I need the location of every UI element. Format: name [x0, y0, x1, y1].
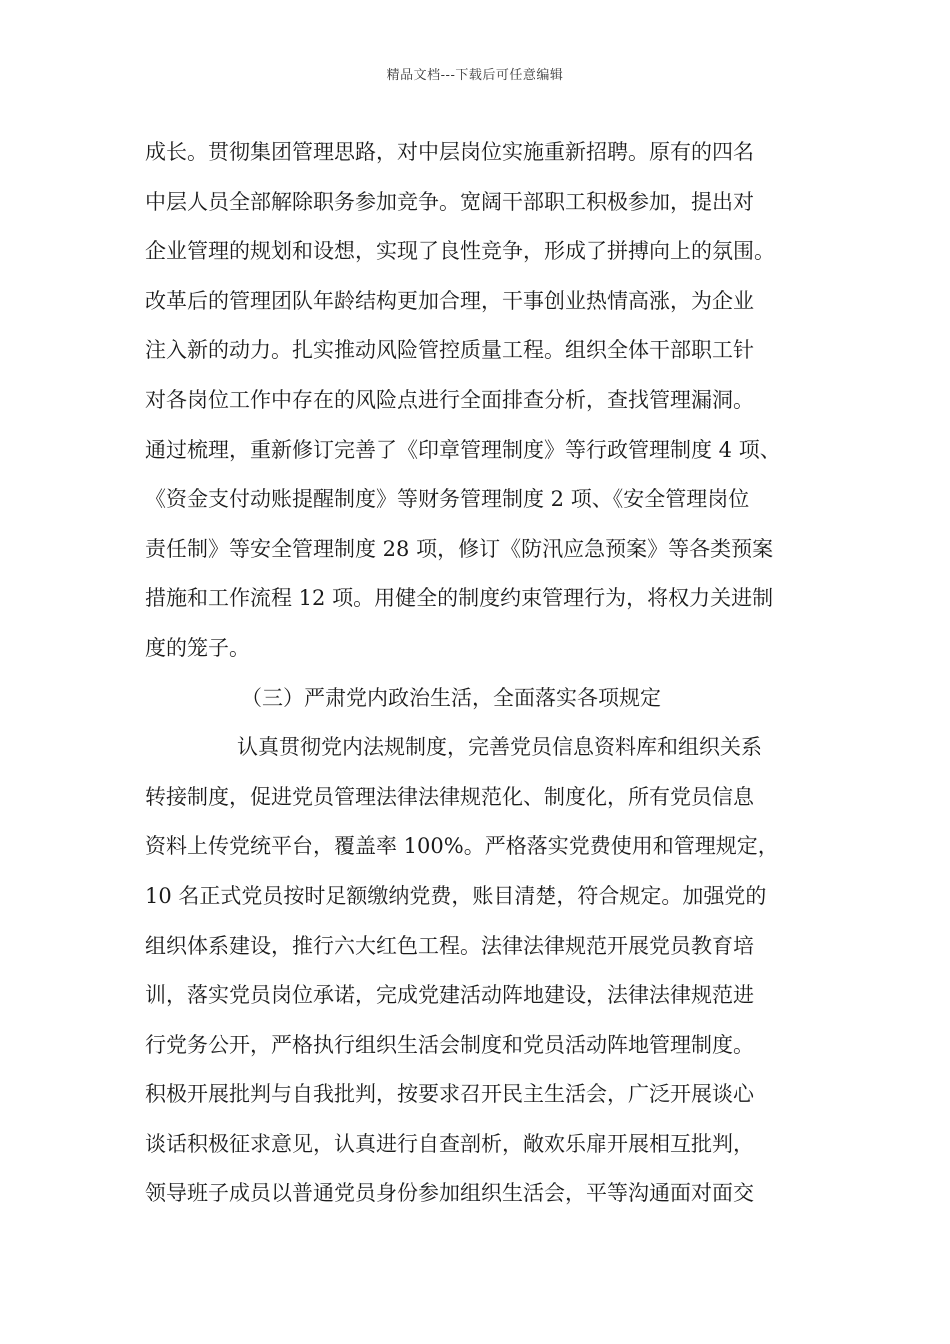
page-header: 精品文档---下载后可任意编辑 — [386, 68, 564, 83]
text-line: 成长。贯彻集团管理思路，对中层岗位实施重新招聘。原有的四名 — [145, 140, 754, 164]
text-line: 转接制度，促进党员管理法律法律规范化、制度化，所有党员信息 — [145, 784, 754, 809]
paragraph — [145, 729, 825, 1225]
text-line: 10 名正式党员按时足额缴纳党费，账目清楚，符合规定。加强党的 — [145, 883, 767, 908]
document-body — [145, 134, 825, 1225]
text-line: 责任制》等安全管理制度 28 项，修订《防汛应急预案》等各类预案 — [145, 536, 774, 561]
text-line: 行党务公开，严格执行组织生活会制度和党员活动阵地管理制度。 — [145, 1032, 754, 1057]
text-line: 领导班子成员以普通党员身份参加组织生活会，平等沟通面对面交 — [145, 1181, 754, 1206]
section-heading: （三）严肃党内政治生活，全面落实各项规定 — [241, 685, 661, 710]
text-line: 改革后的管理团队年龄结构更加合理，干事创业热情高涨，为企业 — [145, 288, 754, 313]
text-line: 通过梳理，重新修订完善了《印章管理制度》等行政管理制度 4 项、 — [145, 437, 781, 462]
text-line: 资料上传党统平台，覆盖率 100%。严格落实党费使用和管理规定， — [145, 834, 779, 859]
text-line: 组织体系建设，推行六大红色工程。法律法律规范开展党员教育培 — [145, 933, 754, 958]
text-line: 度的笼子。 — [145, 635, 250, 660]
text-line: 企业管理的规划和设想，实现了良性竞争，形成了拼搏向上的氛围。 — [145, 239, 775, 264]
text-line: 认真贯彻党内法规制度，完善党员信息资料库和组织关系 — [237, 735, 762, 760]
text-line: 谈话积极征求意见，认真进行自查剖析，敞欢乐扉开展相互批判， — [145, 1131, 754, 1156]
text-line: 积极开展批判与自我批判，按要求召开民主生活会，广泛开展谈心 — [145, 1082, 754, 1107]
text-line: 对各岗位工作中存在的风险点进行全面排查分析，查找管理漏洞。 — [145, 387, 754, 412]
paragraph — [145, 134, 825, 680]
text-line: 措施和工作流程 12 项。用健全的制度约束管理行为，将权力关进制 — [145, 586, 774, 611]
text-line: 中层人员全部解除职务参加竞争。宽阔干部职工积极参加，提出对 — [145, 189, 754, 214]
text-line: 《资金支付动账提醒制度》等财务管理制度 2 项、《安全管理岗位 — [145, 487, 750, 512]
text-line: 注入新的动力。扎实推动风险管控质量工程。组织全体干部职工针 — [145, 338, 754, 363]
text-line: 训，落实党员岗位承诺，完成党建活动阵地建设，法律法律规范进 — [145, 983, 754, 1008]
